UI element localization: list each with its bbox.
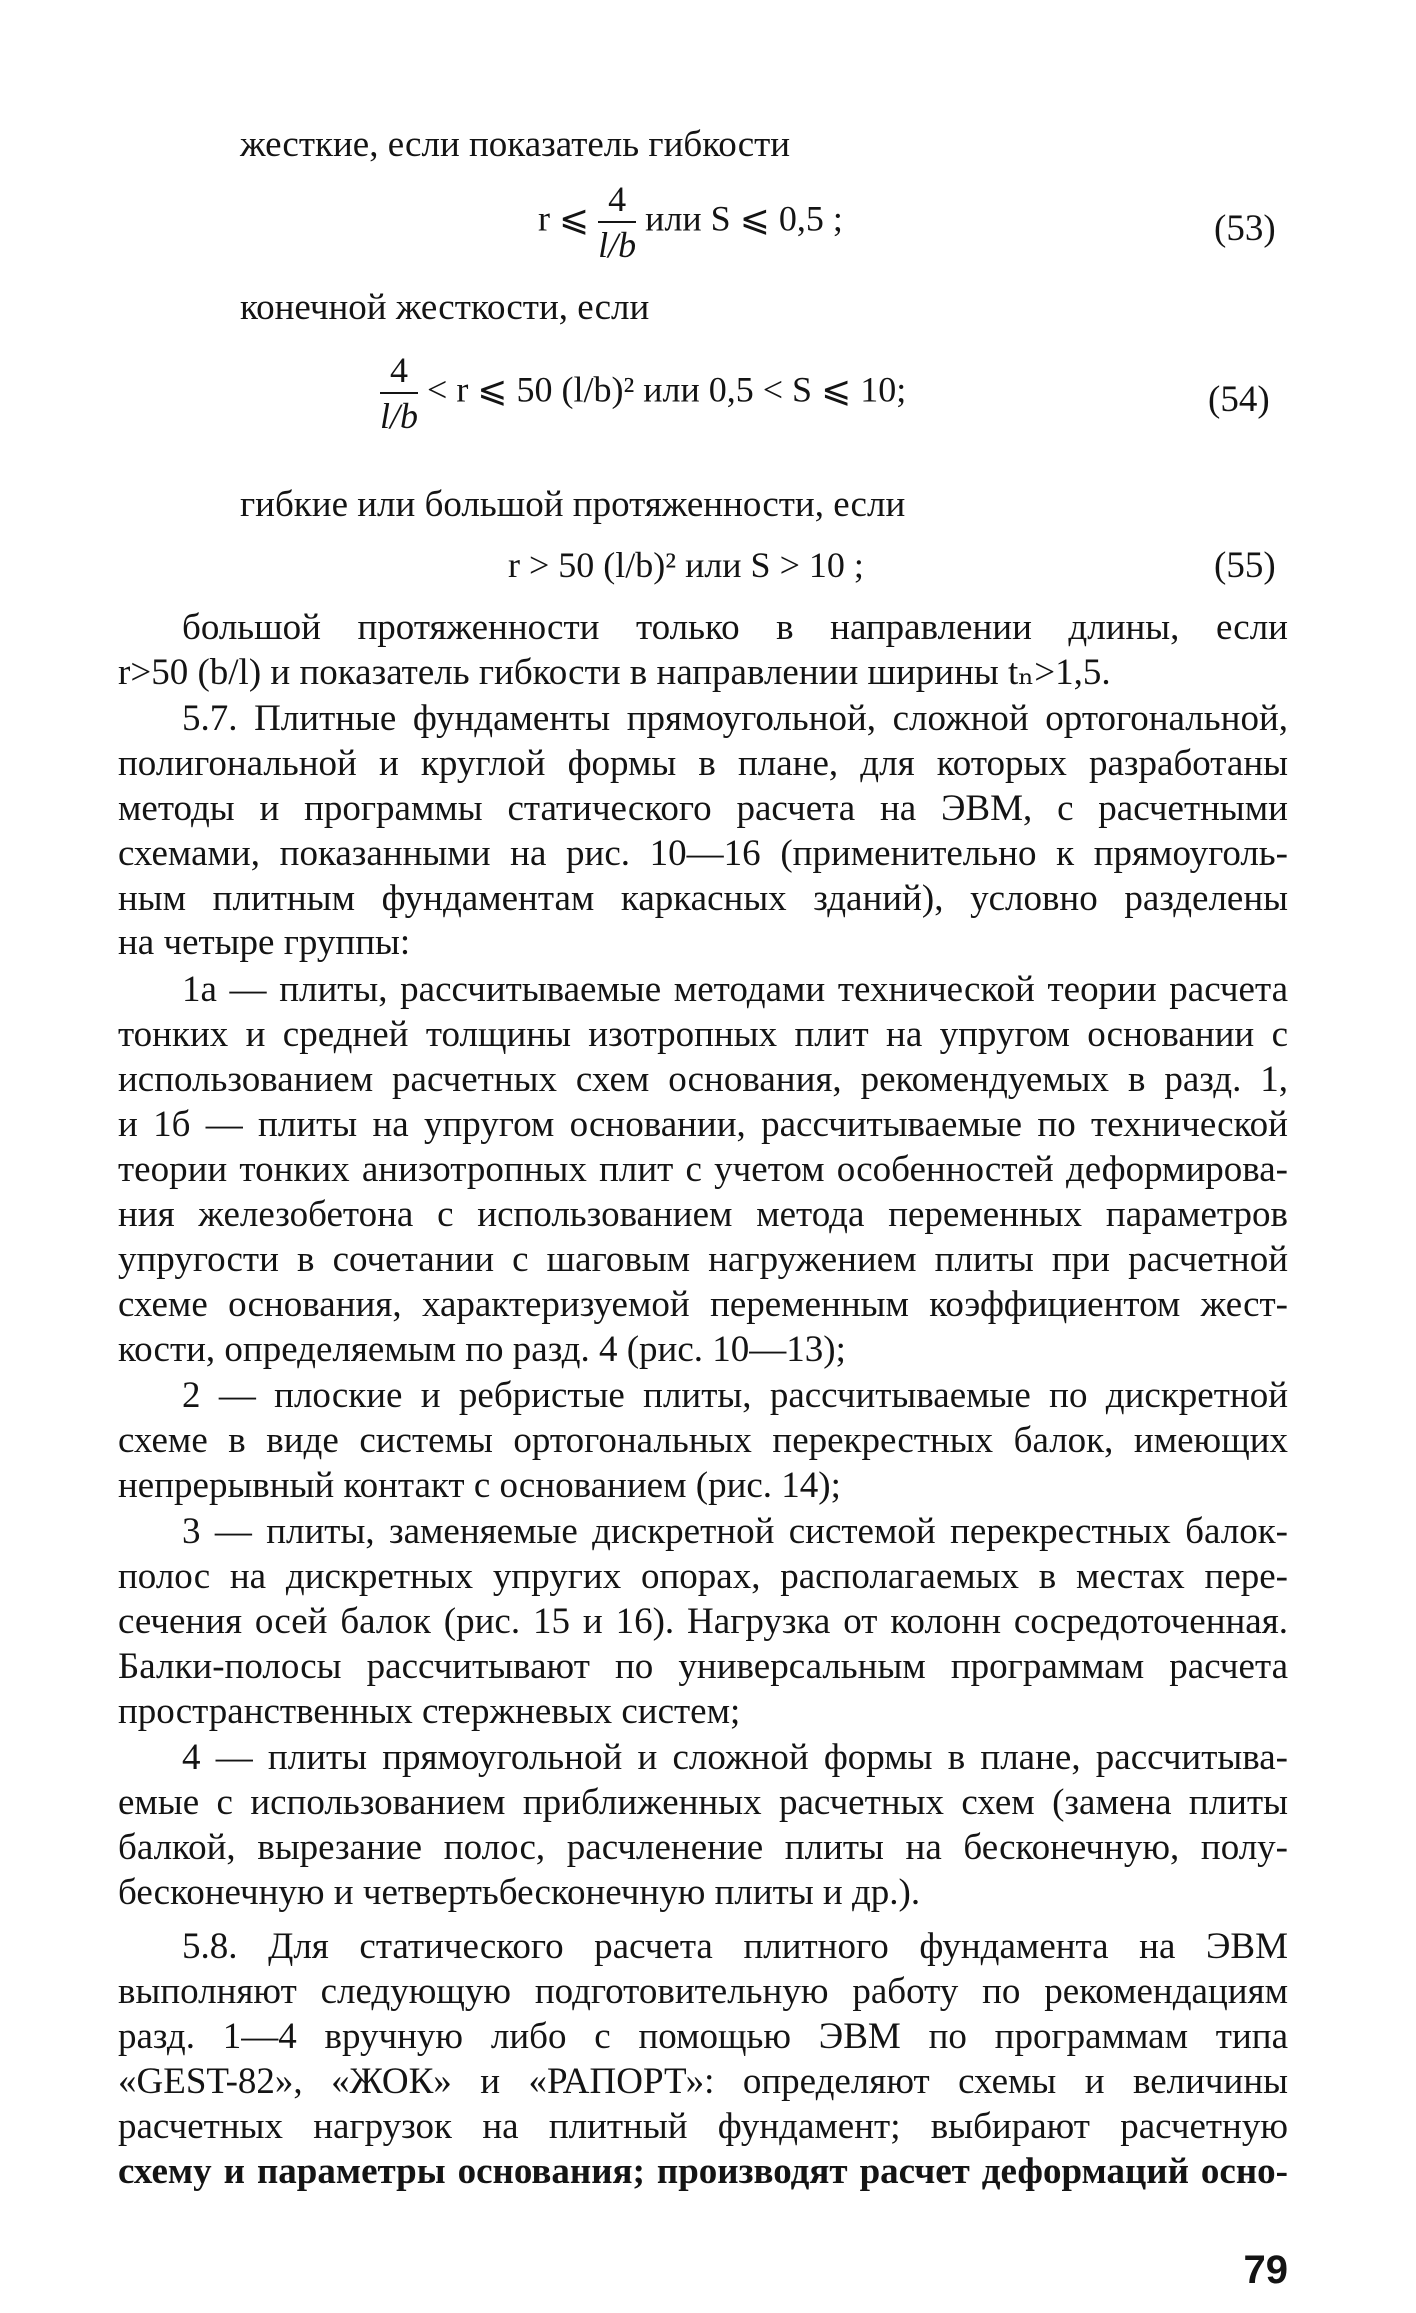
text-line: «GEST-82», «ЖОК» и «РАПОРТ»: определяют схемы и величины: [118, 2061, 1288, 2102]
text-line: выполняют следующую подготовительную работу по рекомендациям: [118, 1971, 1288, 2012]
text-line: схеме в виде системы ортогональных перекрестных балок, имеющих: [118, 1420, 1288, 1461]
text-line: схемами, показанными на рис. 10—16 (применительно к прямоуголь-: [118, 833, 1288, 874]
text-line: пространственных стержневых систем;: [118, 1691, 741, 1732]
text-line: ния железобетона с использованием метода переменных параметров: [118, 1194, 1288, 1235]
text-line: сечения осей балок (рис. 15 и 16). Нагрузка от колонн сосредоточенная.: [118, 1601, 1288, 1642]
text-line: полигональной и круглой формы в плане, для которых разработаны: [118, 743, 1288, 784]
text-line: и 1б — плиты на упругом основании, рассчитываемые по технической: [118, 1104, 1288, 1145]
text-line: на четыре группы:: [118, 922, 411, 963]
formula-53-lhs: r ⩽: [538, 198, 590, 239]
text-line: расчетных нагрузок на плитный фундамент; выбирают расчетную: [118, 2106, 1288, 2147]
text-line: Балки-полосы рассчитывают по универсальным программам расчета: [118, 1646, 1288, 1687]
text-line: 5.7. Плитные фундаменты прямоугольной, сложной ортогональной,: [182, 698, 1288, 739]
text-line: балкой, вырезание полос, расчленение плиты на бесконечную, полу-: [118, 1827, 1288, 1868]
formula-53-denominator: l/b: [598, 225, 637, 265]
finite-rigidity-label: конечной жесткости, если: [240, 287, 650, 328]
page-number: 79: [1243, 2248, 1288, 2292]
formula-54-denominator: l/b: [380, 396, 419, 436]
formula-55: r > 50 (l/b)² или S > 10 ;: [508, 545, 864, 585]
text-line: тонких и средней толщины изотропных плит на упругом основании с: [118, 1014, 1288, 1055]
text-line: методы и программы статического расчета на ЭВМ, с расчетными: [118, 788, 1288, 829]
text-line: схему и параметры основания; производят расчет деформаций осно-: [118, 2151, 1288, 2192]
text-line: непрерывный контакт с основанием (рис. 14);: [118, 1465, 841, 1506]
text-line: емые с использованием приближенных расчетных схем (замена плиты: [118, 1782, 1288, 1823]
text-line: использованием расчетных схем основания, рекомендуемых в разд. 1,: [118, 1059, 1288, 1100]
text-line: полос на дискретных упругих опорах, располагаемых в местах пере-: [118, 1556, 1288, 1597]
formula-53: [538, 177, 843, 267]
text-line: разд. 1—4 вручную либо с помощью ЭВМ по программам типа: [118, 2016, 1288, 2057]
equation-number-55: (55): [1214, 545, 1276, 586]
flexible-label: гибкие или большой протяженности, если: [240, 484, 906, 525]
text-line: r>50 (b/l) и показатель гибкости в направлении ширины tₙ>1,5.: [118, 652, 1111, 693]
text-line: кости, определяемым по разд. 4 (рис. 10—13);: [118, 1329, 846, 1370]
equation-number-53: (53): [1214, 208, 1276, 249]
text-line: схеме основания, характеризуемой переменным коэффициентом жест-: [118, 1284, 1288, 1325]
formula-54: [380, 348, 906, 438]
formula-54-fraction: [380, 348, 418, 438]
text-line: 2 — плоские и ребристые плиты, рассчитываемые по дискретной: [182, 1375, 1288, 1416]
text-line: большой протяженности только в направлении длины, если: [182, 607, 1288, 648]
equation-number-54: (54): [1208, 379, 1270, 420]
text-line: 3 — плиты, заменяемые дискретной системой перекрестных балок-: [182, 1511, 1288, 1552]
text-line: ным плитным фундаментам каркасных зданий), условно разделены: [118, 878, 1288, 919]
formula-54-numerator: 4: [380, 348, 418, 394]
heading-rigid: жесткие, если показатель гибкости: [240, 124, 791, 165]
formula-54-rhs: < r ⩽ 50 (l/b)² или 0,5 < S ⩽ 10;: [427, 369, 907, 410]
text-line: бесконечную и четвертьбесконечную плиты и др.).: [118, 1872, 921, 1913]
text-line: упругости в сочетании с шаговым нагружением плиты при расчетной: [118, 1239, 1288, 1280]
formula-53-numerator: 4: [598, 177, 636, 223]
formula-53-fraction: [598, 177, 636, 267]
text-line: теории тонких анизотропных плит с учетом особенностей деформирова-: [118, 1149, 1288, 1190]
text-line: 5.8. Для статического расчета плитного фундамента на ЭВМ: [182, 1926, 1288, 1967]
formula-53-rhs: или S ⩽ 0,5 ;: [645, 198, 843, 239]
text-line: 4 — плиты прямоугольной и сложной формы в плане, рассчитыва-: [182, 1737, 1288, 1778]
text-line: 1а — плиты, рассчитываемые методами технической теории расчета: [182, 969, 1288, 1010]
